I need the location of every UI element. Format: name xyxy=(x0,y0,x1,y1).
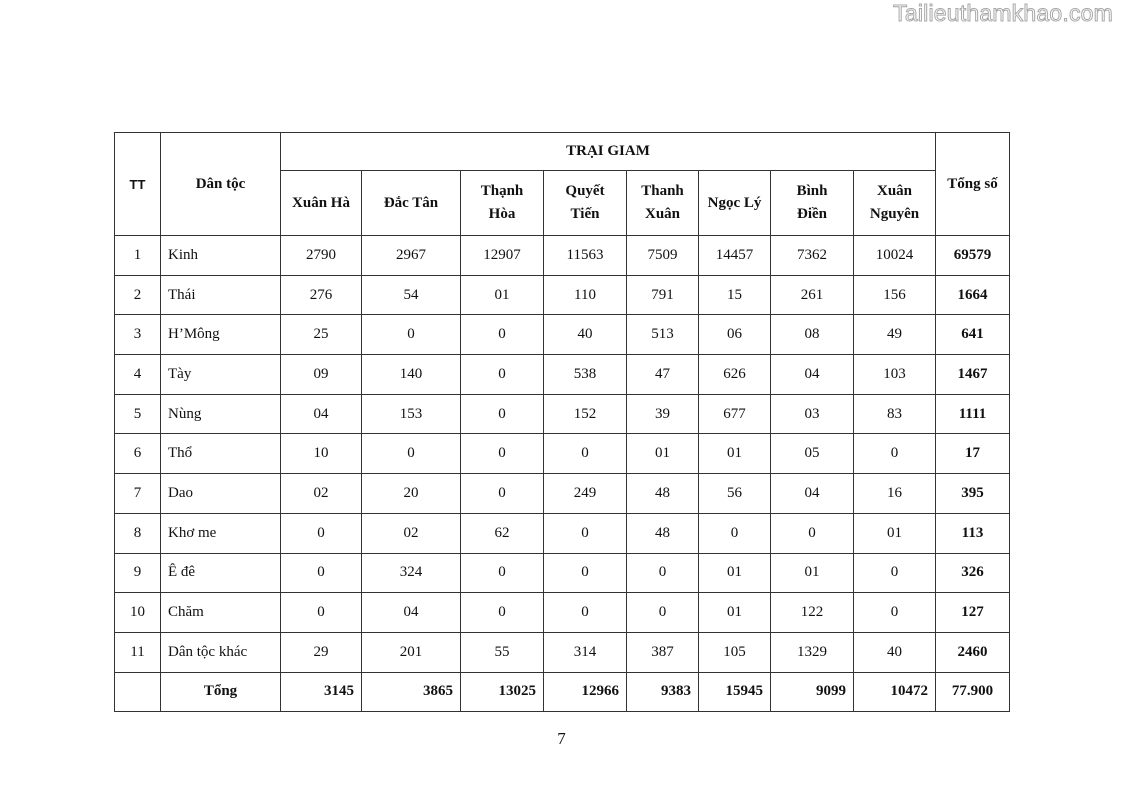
camp-value: 40 xyxy=(544,315,627,355)
ethnic-name: Nùng xyxy=(161,394,281,434)
camp-value: 0 xyxy=(854,553,936,593)
camp-value: 20 xyxy=(362,474,461,514)
row-total: 69579 xyxy=(936,236,1010,276)
camp-total: 9099 xyxy=(771,672,854,712)
header-camp-label: Đắc Tân xyxy=(383,194,439,211)
camp-total: 9383 xyxy=(627,672,699,712)
camp-value: 0 xyxy=(461,593,544,633)
camp-value: 314 xyxy=(544,632,627,672)
ethnic-name: Kinh xyxy=(161,236,281,276)
ethnic-name: Thái xyxy=(161,275,281,315)
header-camp-label: Xuân xyxy=(876,183,913,199)
camp-value: 0 xyxy=(771,513,854,553)
grand-total: 77.900 xyxy=(936,672,1010,712)
camp-value: 2967 xyxy=(362,236,461,276)
camp-value: 122 xyxy=(771,593,854,633)
ethnic-name: Tày xyxy=(161,355,281,395)
ethnic-name: Ê đê xyxy=(161,553,281,593)
row-number: 4 xyxy=(115,355,161,395)
row-number: 6 xyxy=(115,434,161,474)
row-total: 395 xyxy=(936,474,1010,514)
row-number: 11 xyxy=(115,632,161,672)
camp-value: 276 xyxy=(281,275,362,315)
camp-value: 14457 xyxy=(699,236,771,276)
row-number: 10 xyxy=(115,593,161,633)
camp-value: 105 xyxy=(699,632,771,672)
camp-value: 25 xyxy=(281,315,362,355)
header-camp-label: Thạnh xyxy=(480,183,524,199)
camp-value: 1329 xyxy=(771,632,854,672)
camp-total: 3865 xyxy=(362,672,461,712)
header-camp xyxy=(461,171,544,236)
camp-value: 15 xyxy=(699,275,771,315)
camp-value: 56 xyxy=(699,474,771,514)
camp-total: 12966 xyxy=(544,672,627,712)
camp-value: 29 xyxy=(281,632,362,672)
camp-value: 0 xyxy=(544,593,627,633)
row-total: 17 xyxy=(936,434,1010,474)
camp-value: 0 xyxy=(461,553,544,593)
ethnic-name: H’Mông xyxy=(161,315,281,355)
camp-value: 03 xyxy=(771,394,854,434)
camp-value: 01 xyxy=(699,434,771,474)
row-total: 1664 xyxy=(936,275,1010,315)
camp-value: 2790 xyxy=(281,236,362,276)
ethnic-name: Thổ xyxy=(161,434,281,474)
header-tt: TT xyxy=(115,133,161,236)
watermark-text: Tailieuthamkhao.com xyxy=(893,0,1113,26)
ethnic-name: Chăm xyxy=(161,593,281,633)
camp-value: 01 xyxy=(854,513,936,553)
camp-value: 0 xyxy=(281,513,362,553)
header-camp xyxy=(544,171,627,236)
camp-value: 39 xyxy=(627,394,699,434)
camp-value: 103 xyxy=(854,355,936,395)
header-camp-label: Điền xyxy=(797,206,827,222)
row-number: 9 xyxy=(115,553,161,593)
ethnic-name: Khơ me xyxy=(161,513,281,553)
camp-value: 0 xyxy=(699,513,771,553)
page-number: 7 xyxy=(557,729,566,748)
camp-value: 261 xyxy=(771,275,854,315)
camp-value: 04 xyxy=(281,394,362,434)
camp-value: 55 xyxy=(461,632,544,672)
camp-value: 201 xyxy=(362,632,461,672)
camp-value: 47 xyxy=(627,355,699,395)
table-row xyxy=(115,355,1010,395)
camp-value: 324 xyxy=(362,553,461,593)
camp-value: 01 xyxy=(627,434,699,474)
camp-value: 0 xyxy=(461,355,544,395)
table-row xyxy=(115,236,1010,276)
camp-value: 09 xyxy=(281,355,362,395)
camp-value: 04 xyxy=(771,474,854,514)
camp-value: 387 xyxy=(627,632,699,672)
camp-value: 0 xyxy=(854,593,936,633)
table-row xyxy=(115,315,1010,355)
camp-value: 01 xyxy=(699,593,771,633)
camp-value: 01 xyxy=(771,553,854,593)
camp-value: 40 xyxy=(854,632,936,672)
header-camp-label: Ngọc Lý xyxy=(707,194,762,211)
table-row xyxy=(115,434,1010,474)
ethnic-inmate-table xyxy=(114,132,1010,712)
row-total: 127 xyxy=(936,593,1010,633)
camp-value: 0 xyxy=(362,434,461,474)
table-row xyxy=(115,553,1010,593)
camp-value: 7509 xyxy=(627,236,699,276)
header-camp-label: Thanh xyxy=(641,183,684,199)
row-total: 641 xyxy=(936,315,1010,355)
header-camp xyxy=(281,171,362,236)
camp-value: 02 xyxy=(281,474,362,514)
camp-value: 01 xyxy=(699,553,771,593)
camp-value: 140 xyxy=(362,355,461,395)
camp-value: 11563 xyxy=(544,236,627,276)
header-camp-label: Bình xyxy=(796,183,828,199)
camp-value: 0 xyxy=(544,513,627,553)
camp-value: 48 xyxy=(627,513,699,553)
camp-value: 08 xyxy=(771,315,854,355)
camp-value: 0 xyxy=(281,553,362,593)
row-number: 7 xyxy=(115,474,161,514)
camp-value: 7362 xyxy=(771,236,854,276)
camp-value: 0 xyxy=(627,553,699,593)
camp-value: 10 xyxy=(281,434,362,474)
ethnic-name: Dao xyxy=(161,474,281,514)
camp-value: 04 xyxy=(771,355,854,395)
table-row xyxy=(115,593,1010,633)
camp-value: 48 xyxy=(627,474,699,514)
row-number: 2 xyxy=(115,275,161,315)
header-ethnic: Dân tộc xyxy=(161,133,281,236)
camp-value: 152 xyxy=(544,394,627,434)
camp-value: 54 xyxy=(362,275,461,315)
camp-value: 0 xyxy=(362,315,461,355)
row-total: 1467 xyxy=(936,355,1010,395)
camp-value: 791 xyxy=(627,275,699,315)
header-camp-label: Tiến xyxy=(570,206,600,222)
header-camp-label: Xuân Hà xyxy=(292,194,350,211)
camp-value: 626 xyxy=(699,355,771,395)
camp-value: 110 xyxy=(544,275,627,315)
camp-total: 13025 xyxy=(461,672,544,712)
camp-value: 0 xyxy=(461,394,544,434)
camp-value: 01 xyxy=(461,275,544,315)
header-camp xyxy=(362,171,461,236)
camp-value: 249 xyxy=(544,474,627,514)
table-row xyxy=(115,513,1010,553)
table-row xyxy=(115,632,1010,672)
totals-label: Tổng xyxy=(161,672,281,712)
camp-value: 0 xyxy=(281,593,362,633)
camp-value: 02 xyxy=(362,513,461,553)
camp-value: 49 xyxy=(854,315,936,355)
camp-value: 156 xyxy=(854,275,936,315)
camp-value: 83 xyxy=(854,394,936,434)
camp-value: 62 xyxy=(461,513,544,553)
header-camp-label: Xuân xyxy=(644,206,681,222)
table-row xyxy=(115,275,1010,315)
camp-value: 04 xyxy=(362,593,461,633)
header-camp xyxy=(699,171,771,236)
camp-total: 15945 xyxy=(699,672,771,712)
camp-value: 10024 xyxy=(854,236,936,276)
totals-tt-empty xyxy=(115,672,161,712)
row-total: 2460 xyxy=(936,632,1010,672)
camp-value: 0 xyxy=(461,434,544,474)
camp-value: 0 xyxy=(461,474,544,514)
camp-value: 0 xyxy=(544,553,627,593)
camp-value: 677 xyxy=(699,394,771,434)
camp-value: 538 xyxy=(544,355,627,395)
header-camp-label: Quyết xyxy=(565,183,605,199)
camp-value: 12907 xyxy=(461,236,544,276)
camp-value: 06 xyxy=(699,315,771,355)
header-camp xyxy=(854,171,936,236)
camp-value: 05 xyxy=(771,434,854,474)
camp-value: 513 xyxy=(627,315,699,355)
camp-value: 0 xyxy=(627,593,699,633)
row-number: 8 xyxy=(115,513,161,553)
row-number: 3 xyxy=(115,315,161,355)
row-total: 113 xyxy=(936,513,1010,553)
camp-value: 0 xyxy=(544,434,627,474)
camp-value: 153 xyxy=(362,394,461,434)
row-number: 1 xyxy=(115,236,161,276)
camp-value: 0 xyxy=(461,315,544,355)
row-total: 1111 xyxy=(936,394,1010,434)
camp-total: 3145 xyxy=(281,672,362,712)
ethnic-name: Dân tộc khác xyxy=(161,632,281,672)
row-total: 326 xyxy=(936,553,1010,593)
header-camp xyxy=(627,171,699,236)
header-total: Tổng số xyxy=(936,133,1010,236)
camp-total: 10472 xyxy=(854,672,936,712)
row-number: 5 xyxy=(115,394,161,434)
table-row xyxy=(115,394,1010,434)
camp-value: 16 xyxy=(854,474,936,514)
header-camp-label: Nguyên xyxy=(869,206,920,222)
header-camp-group: TRẠI GIAM xyxy=(281,133,936,171)
camp-value: 0 xyxy=(854,434,936,474)
table-row xyxy=(115,474,1010,514)
header-camp xyxy=(771,171,854,236)
header-camp-label: Hòa xyxy=(488,206,516,222)
totals-row xyxy=(115,672,1010,712)
